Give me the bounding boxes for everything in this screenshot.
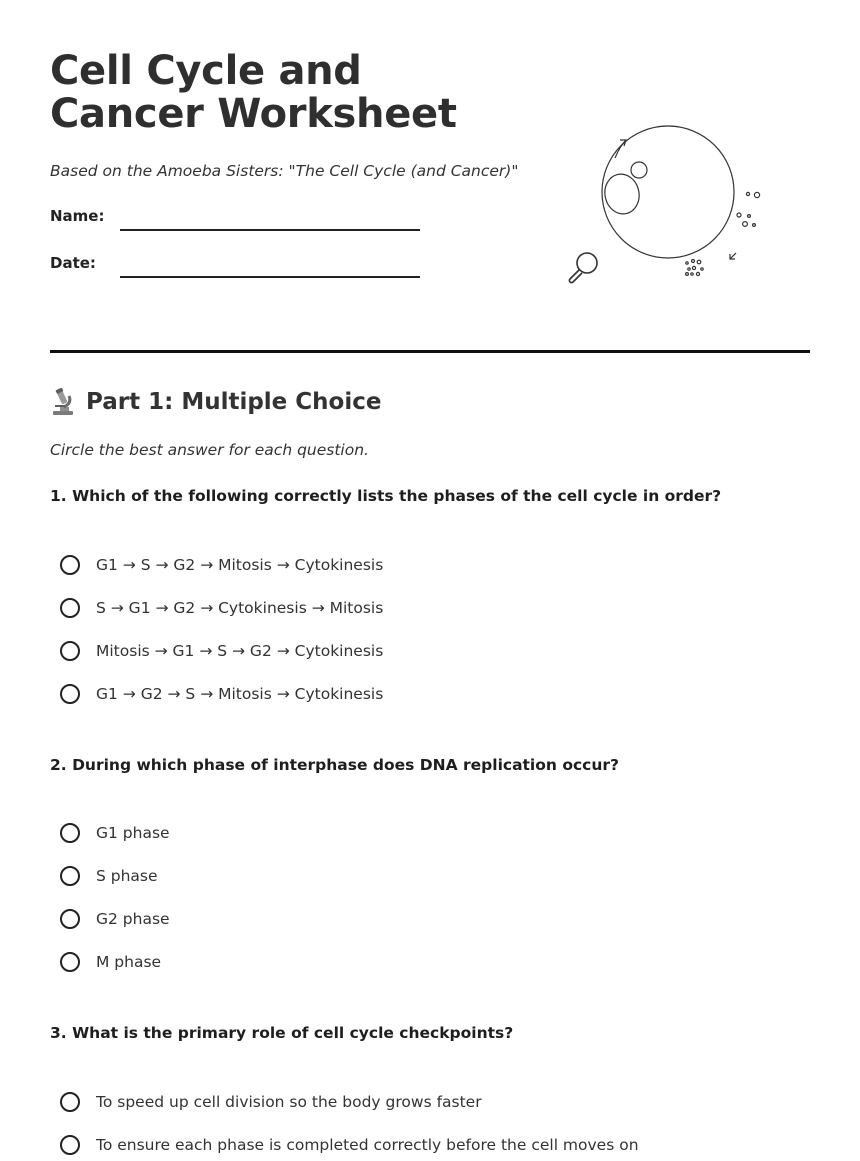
option-text: G1 → G2 → S → Mitosis → Cytokinesis bbox=[96, 685, 384, 703]
q1-option-c[interactable] bbox=[60, 638, 383, 664]
q2-option-b[interactable] bbox=[60, 863, 158, 889]
radio-circle-icon[interactable] bbox=[60, 555, 80, 575]
worksheet-subtitle: Based on the Amoeba Sisters: "The Cell Cycle (and Cancer)" bbox=[50, 162, 519, 180]
worksheet-title: Cell Cycle and Cancer Worksheet bbox=[50, 48, 457, 137]
option-text: S → G1 → G2 → Cytokinesis → Mitosis bbox=[96, 599, 384, 617]
option-text: Mitosis → G1 → S → G2 → Cytokinesis bbox=[96, 642, 384, 660]
q1-option-d[interactable] bbox=[60, 681, 383, 707]
part1-title-text: Part 1: Multiple Choice bbox=[86, 389, 382, 415]
option-text: G1 phase bbox=[96, 824, 170, 842]
header-divider bbox=[50, 350, 810, 353]
date-label: Date: bbox=[50, 254, 96, 272]
name-label: Name: bbox=[50, 207, 105, 225]
date-blank-line bbox=[120, 276, 420, 278]
q2-option-c[interactable] bbox=[60, 906, 170, 932]
option-text: S phase bbox=[96, 867, 158, 885]
radio-circle-icon[interactable] bbox=[60, 684, 80, 704]
q3-option-a[interactable] bbox=[60, 1089, 482, 1115]
q2-option-a[interactable] bbox=[60, 820, 170, 846]
q1-option-a[interactable] bbox=[60, 552, 383, 578]
option-text: G1 → S → G2 → Mitosis → Cytokinesis bbox=[96, 556, 384, 574]
option-text: To ensure each phase is completed correctly before the cell moves on bbox=[96, 1136, 639, 1154]
radio-circle-icon[interactable] bbox=[60, 866, 80, 886]
cell-illustration bbox=[560, 118, 775, 290]
question-3: 3. What is the primary role of cell cycle checkpoints? bbox=[50, 1024, 514, 1042]
radio-circle-icon[interactable] bbox=[60, 598, 80, 618]
q2-option-d[interactable] bbox=[60, 949, 161, 975]
question-1: 1. Which of the following correctly lists the phases of the cell cycle in order? bbox=[50, 487, 722, 505]
part1-instructions: Circle the best answer for each question. bbox=[50, 441, 369, 459]
name-blank-line bbox=[120, 229, 420, 231]
radio-circle-icon[interactable] bbox=[60, 1092, 80, 1112]
option-text: G2 phase bbox=[96, 910, 170, 928]
question-2: 2. During which phase of interphase does DNA replication occur? bbox=[50, 756, 620, 774]
radio-circle-icon[interactable] bbox=[60, 823, 80, 843]
option-text: M phase bbox=[96, 953, 162, 971]
radio-circle-icon[interactable] bbox=[60, 952, 80, 972]
magnifying-glass-icon bbox=[569, 253, 597, 283]
part1-title bbox=[50, 388, 381, 416]
option-text: To speed up cell division so the body grows faster bbox=[96, 1093, 482, 1111]
arrow-icon bbox=[615, 140, 626, 158]
radio-circle-icon[interactable] bbox=[60, 1135, 80, 1155]
microscope-icon bbox=[50, 388, 76, 416]
q1-option-b[interactable] bbox=[60, 595, 383, 621]
nucleolus-icon bbox=[631, 162, 647, 178]
radio-circle-icon[interactable] bbox=[60, 909, 80, 929]
radio-circle-icon[interactable] bbox=[60, 641, 80, 661]
q3-option-b[interactable] bbox=[60, 1132, 639, 1158]
